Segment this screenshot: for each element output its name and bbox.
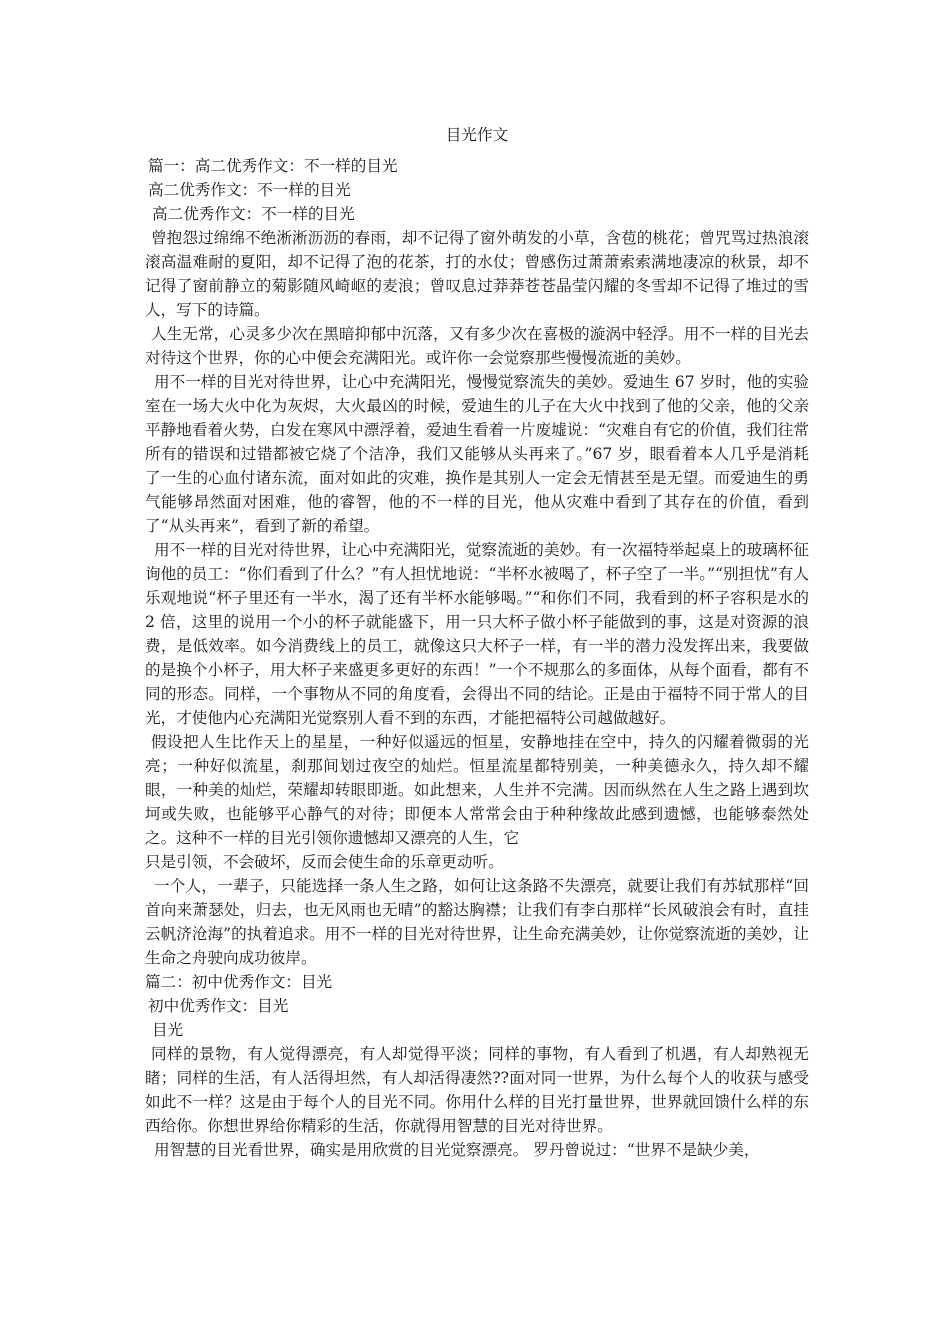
paragraph-4: 用不一样的目光对待世界，让心中充满阳光，觉察流逝的美妙。有一次福特举起桌上的玻璃杯征询他的员工：“你们看到了什么？”有人担忧地说：“半杯水被喝了，杯子空了一半。”“别担忧”有人乐观地说“杯子里还有一半水，渴了还有半杯水能够喝。”“和你们不同，我看到的杯子容积是水的 2 倍，这里的说用一个小的杯子就能盛下，用一只大杯子做小杯子能做到的事，这是对资源的浪费，是低效率。如今消费线上的员工，就像这只大杯子一样，有一半的潜力没发挥出来，我要做的是换个小杯子，用大杯子来盛更多更好的东西！”一个不规那么的多面体，从每个面看，都有不同的形态。同样，一个事物从不同的角度看，会得出不同的结论。正是由于福特不同于常人的目光，才使他内心充满阳光觉察别人看不到的东西，才能把福特公司越做越好。	[145, 541, 809, 727]
paragraph-2: 人生无常，心灵多少次在黑暗抑郁中沉落，又有多少次在喜极的漩涡中轻浮。用不一样的目光去对待这个世界，你的心中便会充满阳光。或许你一会觉察那些慢慢流逝的美妙。	[145, 325, 809, 367]
section-subheading-3: 初中优秀作文：目光	[148, 997, 289, 1015]
paragraph-8: 用智慧的目光看世界，确实是用欣赏的目光觉察漂亮。 罗丹曾说过：“世界不是缺少美，	[154, 1141, 760, 1159]
section-heading-1: 篇一：高二优秀作文：不一样的目光	[148, 157, 398, 175]
section-subheading-2: 高二优秀作文：不一样的目光	[152, 205, 355, 223]
paragraph-1: 曾抱怨过绵绵不绝淅淅沥沥的春雨，却不记得了窗外萌发的小草，含苞的桃花；曾咒骂过热浪滚滚高温难耐的夏阳，却不记得了泡的花茶，打的水仗；曾感伤过萧萧索索满地凄凉的秋景，却不记得了窗前静立的菊影随风崎岖的麦浪；曾叹息过莽莽苍苍晶莹闪耀的冬雪却不记得了堆过的雪人，写下的诗篇。	[145, 229, 809, 319]
paragraph-6: 一个人，一辈子，只能选择一条人生之路，如何让这条路不失漂亮，就要让我们有苏轼那样“回首向来萧瑟处，归去，也无风雨也无晴”的豁达胸襟；让我们有李白那样“长风破浪会有时，直挂云帆济沧海”的执着追求。用不一样的目光对待世界，让生命充满美妙，让你觉察流逝的美妙，让生命之舟驶向成功彼岸。	[145, 877, 809, 967]
section-subheading-1: 高二优秀作文：不一样的目光	[148, 181, 351, 199]
document-page	[145, 120, 809, 1162]
document-title: 目光作文	[445, 126, 509, 144]
paragraph-5-continued: 只是引领，不会破坏，反而会使生命的乐章更动听。	[145, 853, 504, 871]
paragraph-7: 同样的景物，有人觉得漂亮，有人却觉得平淡；同样的事物，有人看到了机遇，有人却熟视无睹；同样的生活，有人活得坦然，有人却活得凄然??面对同一世界，为什么每个人的收获与感受如此不一样？这是由于每个人的目光不同。你用什么样的目光打量世界，世界就回馈什么样的东西给你。你想世界给你精彩的生活，你就得用智慧的目光对待世界。	[145, 1045, 809, 1135]
paragraph-3: 用不一样的目光对待世界，让心中充满阳光，慢慢觉察流失的美妙。爱迪生 67 岁时，他的实验室在一场大火中化为灰烬，大火最凶的时候，爱迪生的儿子在大火中找到了他的父亲，他的父亲平静地看着火势，白发在寒风中漂浮着，爱迪生看着一片废墟说：“灾难自有它的价值，我们往常所有的错误和过错都被它烧了个洁净，我们又能够从头再来了。”67 岁，眼看着本人几乎是消耗了一生的心血付诸东流，面对如此的灾难，换作是其别人一定会无情甚至是无望。而爱迪生的勇气能够昂然面对困难，他的睿智，他的不一样的目光，他从灾难中看到了其存在的价值，看到了“从头再来”，看到了新的希望。	[145, 373, 809, 535]
section-heading-2: 篇二：初中优秀作文：目光	[145, 973, 333, 991]
paragraph-5: 假设把人生比作天上的星星，一种好似遥远的恒星，安静地挂在空中，持久的闪耀着微弱的光亮；一种好似流星，刹那间划过夜空的灿烂。恒星流星都特别美，一种美德永久，持久却不耀眼，一种美的灿烂，荣耀却转眼即逝。如此想来，人生并不完满。因而纵然在人生之路上遇到坎坷或失败，也能够平心静气的对待；即便本人常常会由于种种缘故此感到遗憾，也能够泰然处之。这种不一样的目光引领你遗憾却又漂亮的人生，它	[145, 733, 809, 847]
section-subheading-4: 目光	[152, 1021, 184, 1039]
